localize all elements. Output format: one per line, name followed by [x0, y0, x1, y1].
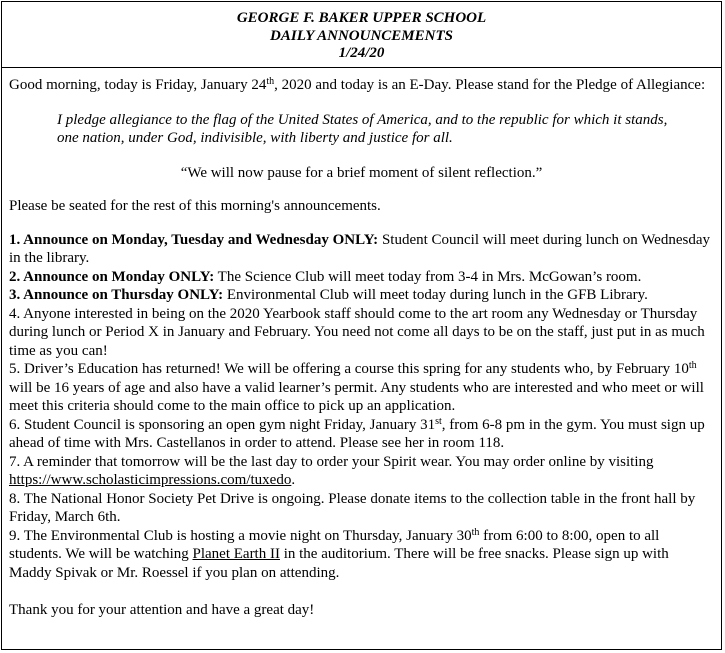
list-item: 9. The Environmental Club is hosting a movie night on Thursday, January 30th from 6:00 to 8:00, open to all students. We will be watching Planet Earth II in the auditorium. There will be free snacks. Please sign up with Maddy Spivak or Mr. Roessel if you plan on attending.	[9, 526, 669, 581]
school-name: GEORGE F. BAKER UPPER SCHOOL	[236, 10, 487, 26]
document-title: DAILY ANNOUNCEMENTS	[270, 27, 453, 44]
movie-title: Planet Earth II	[192, 546, 280, 562]
pledge-text: I pledge allegiance to the flag of the United States of America, and to the republic for which it stands, one nation, under God, indivisible, with liberty and justice for all.	[57, 111, 668, 146]
announcement-date: 1/24/20	[338, 45, 385, 61]
list-item: 7. A reminder that tomorrow will be the last day to order your Spirit wear. You may order online by visiting https://www.scholasticimpressions.com/tuxedo.	[9, 453, 654, 488]
list-item: 2. Announce on Monday ONLY: The Science Club will meet today from 3-4 in Mrs. McGowan’s room.	[9, 268, 642, 285]
list-item: 8. The National Honor Society Pet Drive is ongoing. Please donate items to the collection table in the front hall by Friday, March 6th.	[9, 490, 696, 525]
list-item: 6. Student Council is sponsoring an open gym night Friday, January 31st, from 6-8 pm in the gym. You must sign up ahead of time with Mrs. Castellanos in order to attend. Please see her in room 118.	[9, 415, 705, 451]
header-block	[2, 2, 721, 68]
announcement-list	[9, 231, 714, 583]
announcement-sheet	[1, 1, 722, 650]
spirit-wear-link[interactable]: https://www.scholasticimpressions.com/tuxedo	[9, 472, 292, 488]
closing-line: Thank you for your attention and have a great day!	[9, 602, 315, 618]
list-item: 3. Announce on Thursday ONLY: Environmental Club will meet today during lunch in the GFB Library.	[9, 287, 648, 303]
announcement-body	[2, 68, 721, 620]
list-item: 5. Driver’s Education has returned! We will be offering a course this spring for any students who, by February 10th will be 16 years of age and also have a valid learner’s permit. Any students who are interested and who meet or will meet this criteria should come to the main office to pick up an application.	[9, 360, 704, 414]
intro-paragraph: Good morning, today is Friday, January 24th, 2020 and today is an E-Day. Please stand for the Pledge of Allegiance:	[9, 76, 706, 93]
reflection-line: “We will now pause for a brief moment of silent reflection.”	[180, 164, 543, 181]
seated-line: Please be seated for the rest of this morning's announcements.	[9, 198, 381, 214]
list-item: 4. Anyone interested in being on the 2020 Yearbook staff should come to the art room any Wednesday or Thursday during lunch or Period X in January and February. You need not come all days to be on the staff, just put in as much time as you can!	[9, 305, 705, 359]
list-item: 1. Announce on Monday, Tuesday and Wednesday ONLY: Student Council will meet during lunch on Wednesday in the library.	[9, 231, 710, 266]
